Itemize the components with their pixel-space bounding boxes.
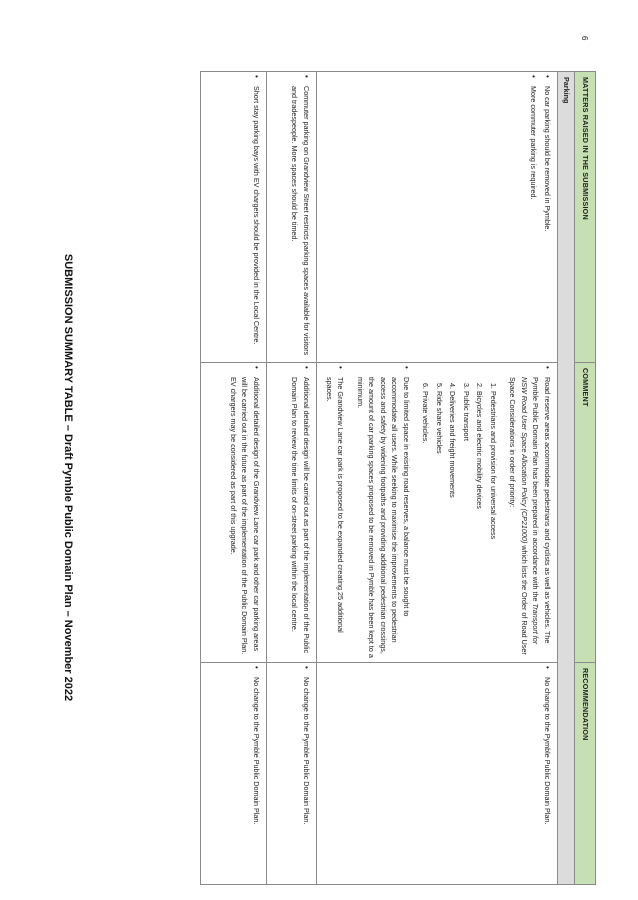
recommendation-cell (267, 663, 317, 885)
recommendation-cell (201, 663, 267, 885)
comment-cell (201, 363, 267, 663)
matters-cell (201, 72, 267, 363)
page-title: SUBMISSION SUMMARY TABLE – Draft Pymble Public Domain Plan – November 2022 (62, 253, 74, 702)
comment-item: • Road reserve areas accommodate pedestrians and cyclists as well as vehicles. The Pymble Public Domain Plan has been prepared in accordance with the Transport for NSW Road User Space Allocation Policy (CP21000) which lists the Order of Road User Space Considerations in order of priority: 1. Pedestrians and provision for universal access 2. Bicycles and electric mobility devices 3. Public transport 4. Deliveries and freight movements 5. Ride share vehicles 6. Private vehicles. (420, 377, 553, 658)
matter-item: • No car parking should be removed in Pymble. (541, 86, 553, 358)
comment-cell (317, 363, 558, 663)
matters-cell (267, 72, 317, 363)
matter-item: • Short stay parking bays with EV chargers should be provided in the Local Centre. (250, 86, 262, 358)
comment-item: • Additional detailed design of the Grandview Lane car park and other car parking areas will be carried out in the future as part of the implementation of the Public Domain Plan. EV chargers may be considered as part of this upgrade. (227, 377, 262, 658)
recommendation-item: • No change to the Pymble Public Domain Plan. (250, 677, 262, 880)
table-header-row (575, 72, 596, 885)
comment-cell (267, 363, 317, 663)
recommendation-item: • No change to the Pymble Public Domain Plan. (541, 677, 553, 880)
list-item: 1. Pedestrians and provision for universal access (487, 391, 499, 658)
comment-item: • Due to limited space in existing road reserves, a balance must be sought to accommodate all users. While seeking to maximise the improvements to pedestrian access and safety by widening footpaths and providing additional pedestrian crossings, the amount of car parking spaces proposed to be removed in Pymble has been kept to a minimum. (354, 377, 412, 658)
recommendation-item: • No change to the Pymble Public Domain Plan. (300, 677, 312, 880)
list-item: 3. Public transport (460, 391, 472, 658)
section-row (558, 72, 575, 885)
rotated-page-content (62, 71, 596, 884)
list-item: 6. Private vehicles. (420, 391, 432, 658)
matters-cell (317, 72, 558, 363)
list-item: 4. Deliveries and freight movements (447, 391, 459, 658)
recommendation-cell (317, 663, 558, 885)
header-recommendation: RECOMMENDATION (575, 663, 596, 885)
table-row (201, 72, 267, 885)
comment-item: • Additional detailed design will be carried out as part of the implementation of the Public Domain Plan to review the time limits of on-street parking within the local centre. (289, 377, 312, 658)
section-title: Parking (558, 72, 575, 885)
matter-item: • More commuter parking is required. (528, 86, 540, 358)
comment-item: • The Grandview Lane car park is proposed to be expanded creating 25 additional spaces. (323, 377, 346, 658)
table-row (317, 72, 558, 885)
header-matters: MATTERS RAISED IN THE SUBMISSION (575, 72, 596, 363)
priority-list (420, 377, 499, 658)
matter-item: • Commuter parking on Grandview Street restricts parking spaces available for visitors and tradespeople. More spaces should be timed. (289, 86, 312, 358)
list-item: 5. Ride share vehicles (433, 391, 445, 658)
submission-summary-table (200, 71, 596, 885)
list-item: 2. Bicycles and electric mobility devices (474, 391, 486, 658)
table-row (267, 72, 317, 885)
header-comment: COMMENT (575, 363, 596, 663)
page-number: 6 (580, 36, 589, 41)
